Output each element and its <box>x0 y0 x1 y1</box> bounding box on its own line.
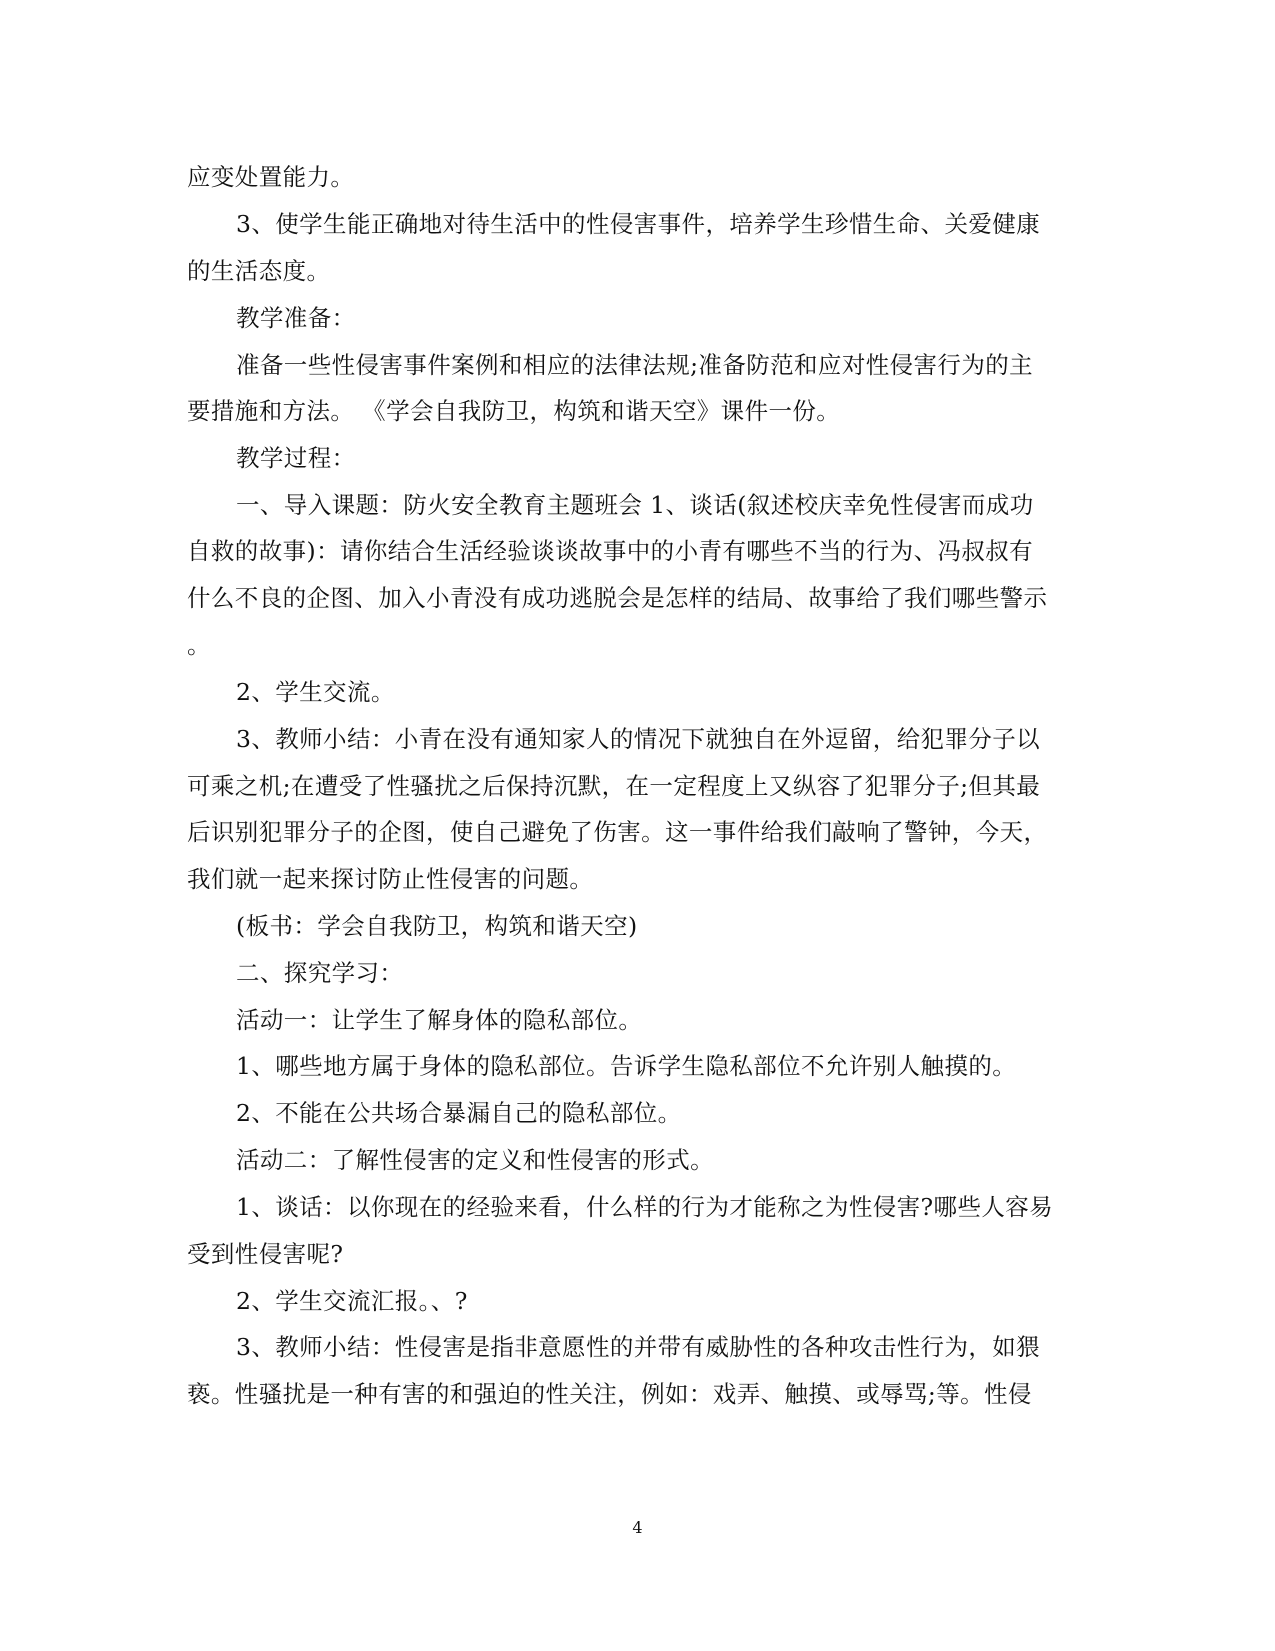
text-line: 我们就一起来探讨防止性侵害的问题。 <box>187 865 594 893</box>
text-line: 2、学生交流汇报。、? <box>236 1287 468 1315</box>
text-line: 亵。性骚扰是一种有害的和强迫的性关注，例如：戏弄、触摸、或辱骂;等。性侵 <box>187 1380 1032 1408</box>
text-line: 2、学生交流。 <box>236 678 395 706</box>
text-line: 二、探究学习： <box>236 959 404 987</box>
text-line: 什么不良的企图、加入小青没有成功逃脱会是怎样的结局、故事给了我们哪些警示 <box>187 584 1048 612</box>
text-line: 1、谈话：以你现在的经验来看，什么样的行为才能称之为性侵害?哪些人容易 <box>236 1193 1054 1221</box>
text-line: 可乘之机;在遭受了性骚扰之后保持沉默，在一定程度上又纵容了犯罪分子;但其最 <box>187 772 1041 800</box>
text-line: (板书：学会自我防卫，构筑和谐天空) <box>236 912 638 940</box>
text-line: 要措施和方法。 《学会自我防卫，构筑和谐天空》课件一份。 <box>187 397 841 425</box>
text-line: 。 <box>187 631 211 659</box>
page-number: 4 <box>632 1518 643 1537</box>
text-line: 教学准备： <box>236 304 356 332</box>
text-line: 准备一些性侵害事件案例和相应的法律法规;准备防范和应对性侵害行为的主 <box>236 351 1034 379</box>
text-line: 3、教师小结：性侵害是指非意愿性的并带有威胁性的各种攻击性行为，如猥 <box>236 1333 1041 1361</box>
text-line: 后识别犯罪分子的企图，使自己避免了伤害。这一事件给我们敲响了警钟，今天， <box>187 818 1048 846</box>
text-line: 3、教师小结：小青在没有通知家人的情况下就独自在外逗留，给犯罪分子以 <box>236 725 1041 753</box>
text-line: 一、导入课题：防火安全教育主题班会 1、谈话(叙述校庆幸免性侵害而成功 <box>236 491 1034 519</box>
text-line: 3、使学生能正确地对待生活中的性侵害事件，培养学生珍惜生命、关爱健康 <box>236 210 1041 238</box>
text-line: 的生活态度。 <box>187 257 331 285</box>
text-line: 教学过程： <box>236 444 356 472</box>
text-line: 1、哪些地方属于身体的隐私部位。告诉学生隐私部位不允许别人触摸的。 <box>236 1052 1017 1080</box>
text-line: 活动二：了解性侵害的定义和性侵害的形式。 <box>236 1146 714 1174</box>
text-line: 受到性侵害呢? <box>187 1240 344 1268</box>
text-line: 应变处置能力。 <box>187 163 355 191</box>
text-line: 活动一：让学生了解身体的隐私部位。 <box>236 1006 643 1034</box>
text-line: 自救的故事)：请你结合生活经验谈谈故事中的小青有哪些不当的行为、冯叔叔有 <box>187 537 1034 565</box>
text-line: 2、不能在公共场合暴漏自己的隐私部位。 <box>236 1099 682 1127</box>
